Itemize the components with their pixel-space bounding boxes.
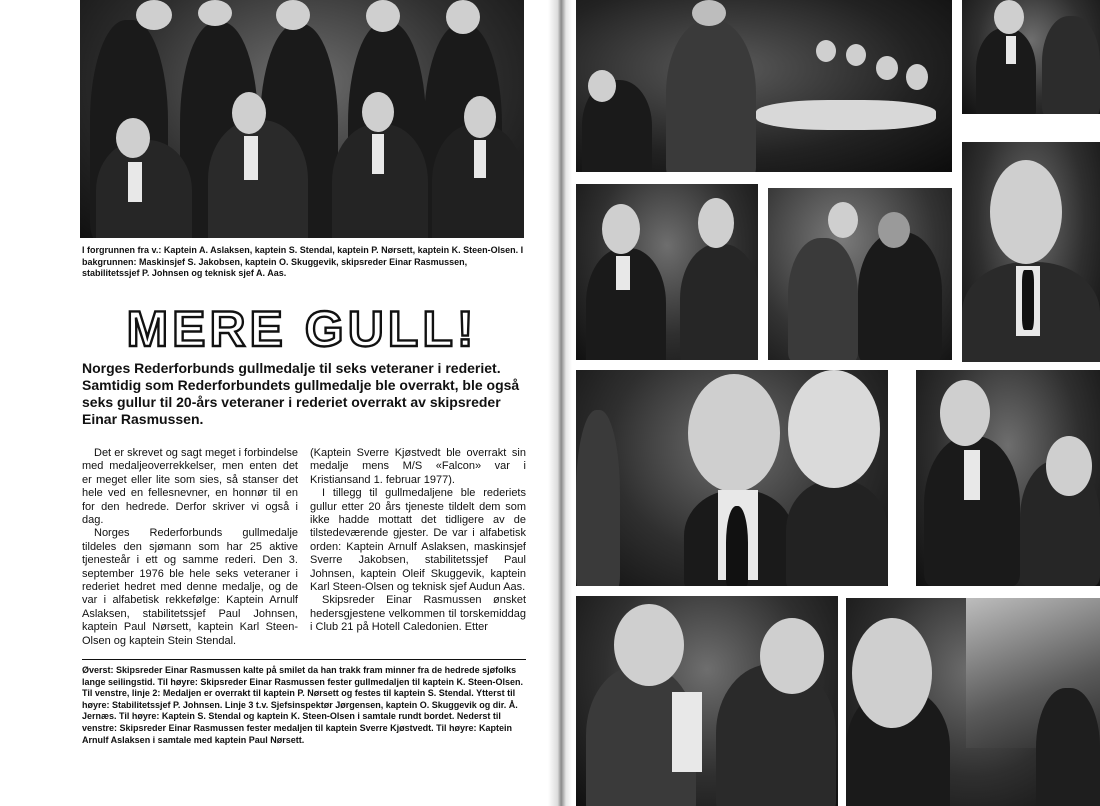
photo-medal-kjostvedt: [576, 596, 838, 806]
photo-jorgensen-skuggevik-jernaes: [576, 370, 888, 586]
photo-medal-norsett: [576, 184, 758, 360]
caption-divider: [82, 659, 526, 660]
headline: [82, 302, 522, 354]
paragraph: Skipsreder Einar Rasmussen ønsket hedersgjestene velkommen til torskemiddag i Club 21 på Hotell Caledonien. Etter: [310, 594, 526, 634]
text-column-right: [310, 447, 526, 635]
paragraph: (Kaptein Sverre Kjøstvedt ble overrakt sin medalje mens M/S «Falcon» var i Kristiansand 1. februar 1977).: [310, 447, 526, 486]
paragraph: Det er skrevet og sagt meget i forbindelse med medaljeoverrekkelser, men enten det er meget eller lite som sies, så stanser det hele ved en fellesnevner, en honnør til en for den hedrede. Derfor skriver vi også i dag.: [82, 447, 298, 527]
photo-medal-steen-olsen: [962, 0, 1100, 114]
photo-johnsen-portrait: [962, 142, 1100, 362]
paragraph: Norges Rederforbunds gullmedalje tildeles den sjømann som har 25 aktive tjenesteår i ett og samme rederi. Den 3. september 1976 ble hele seks veteraner i rederiet hedret med denne medalje, og de var i alfabetisk rekkefølge: Kaptein Arnulf Aslaksen, stabilitetssjef Paul Johnsen, kaptein Paul Nørsett, kaptein Karl Steen-Olsen og kaptein Stein Stendal.: [82, 527, 298, 647]
page-gutter: [548, 0, 572, 806]
photo-aslaksen-norsett: [846, 598, 1100, 806]
lead-paragraph: Norges Rederforbunds gullmedalje til seks veteraner i rederiet. Samtidig som Rederforbundets gullmedalje ble overrakt, ble også seks gullur til 20-års veteraner i rederiet overrakt av skipsreder Einar Rasmussen.: [82, 360, 520, 427]
group-photo-caption: I forgrunnen fra v.: Kaptein A. Aslaksen, kaptein S. Stendal, kaptein P. Nørsett, kaptein K. Steen-Olsen. I bakgrunnen: Maskinsjef S. Jakobsen, kaptein O. Skuggevik, skipsreder Einar Rasmussen, stabilitetssjef P. Johnsen og teknisk sjef A. Aas.: [82, 245, 524, 278]
headline-text: MERE GULL!: [126, 302, 478, 354]
photo-stendal-steen-olsen-table: [916, 370, 1100, 586]
text-column-left: [82, 447, 298, 648]
group-photo: [80, 0, 524, 238]
photo-medal-stendal: [768, 188, 952, 360]
paragraph: I tillegg til gullmedaljene ble rederiets gullur etter 20 års tjeneste tildelt dem som ikke hadde mottatt det tidligere av de tilstedeværende gjester. De var i alfabetisk orden: Kaptein Arnulf Aslaksen, maskinsjef Sverre Jakobsen, stabilitetssjef Paul Johnsen, kaptein Oleif Skuggevik, kaptein Karl Steen-Olsen og teknisk sjef Audun Aas.: [310, 487, 526, 594]
photo-speech-dinner: [576, 0, 952, 172]
photo-captions-block: Øverst: Skipsreder Einar Rasmussen kalte på smilet da han trakk fram minner fra de hedrede sjøfolks lange seilingstid. Til høyre: Skipsreder Einar Rasmussen fester gullmedaljen til kaptein K. Steen-Olsen. Til venstre, linje 2: Medaljen er overrakt til kaptein P. Nørsett og festes til kaptein S. Stendal. Ytterst til høyre: Stabilitetssjef P. Johnsen. Linje 3 t.v. Sjefsinspektør Jørgensen, kaptein O. Skuggevik og dir. Å. Jernæs. Til høyre: Kaptein S. Stendal og kaptein K. Steen-Olsen i samtale rundt bordet. Nederst til venstre: Skipsreder Einar Rasmussen fester medaljen til kaptein Sverre Kjøstvedt. Til høyre: Kaptein Arnulf Aslaksen i samtale med kaptein Paul Nørsett.: [82, 665, 523, 745]
